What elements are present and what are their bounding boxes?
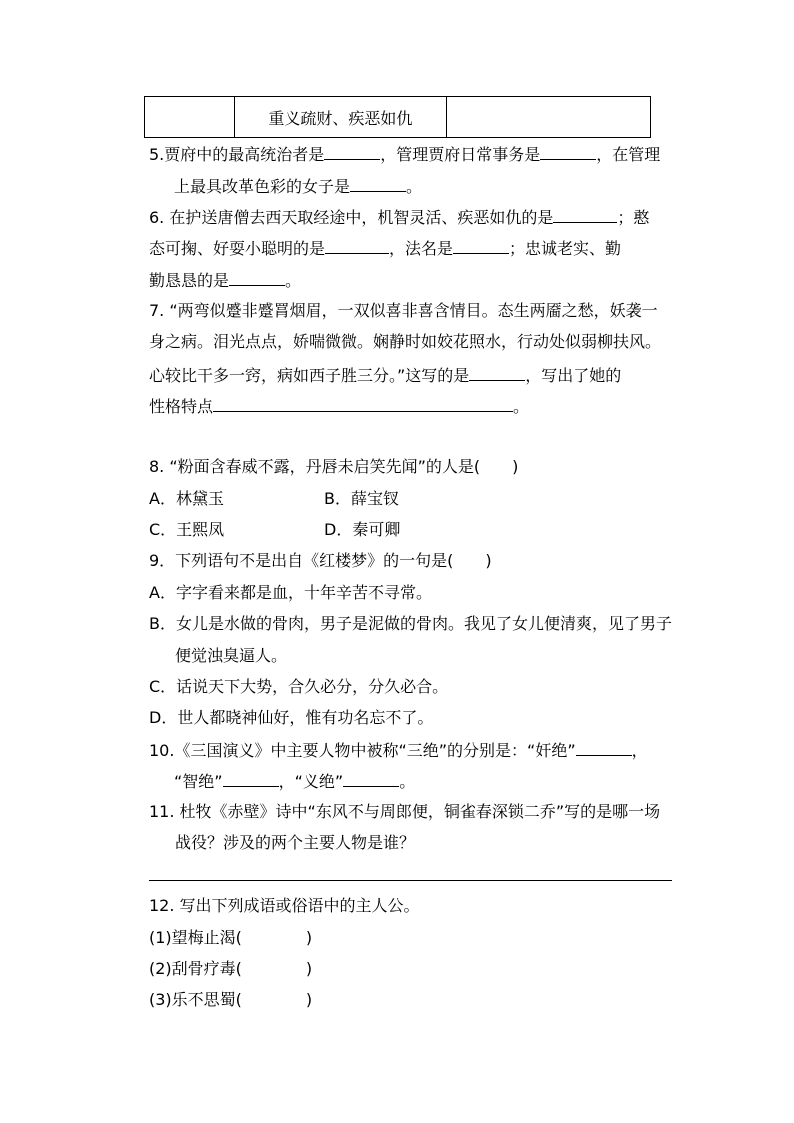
answer-blank[interactable] xyxy=(223,770,279,787)
question-11-line-2: 战役？涉及的两个主要人物是谁？ xyxy=(175,833,416,852)
question-7-line-4: 性格特点 。 xyxy=(149,397,530,416)
question-9-stem: 9．下列语句不是出自《红楼梦》的一句是( ) xyxy=(149,551,492,570)
answer-blank[interactable] xyxy=(350,175,406,192)
question-8-stem: 8. “粉面含春威不露，丹唇未启笑先闻”的人是( ) xyxy=(149,457,519,476)
option-c[interactable]: C．话说天下大势，合久必分，分久必合。 xyxy=(149,677,449,696)
character-table xyxy=(144,96,651,138)
option-b[interactable]: B．女儿是水做的骨肉，男子是泥做的骨肉。我见了女儿便清爽，见了男子 xyxy=(149,614,672,633)
question-11-line-1: 11. 杜牧《赤壁》诗中“东风不与周郎便，铜雀春深锁二乔”写的是哪一场 xyxy=(149,802,661,821)
option-d[interactable]: D．秦可卿 xyxy=(324,520,401,539)
question-7-line-1: 7. “两弯似蹙非蹙罥烟眉，一双似喜非喜含情目。态生两靥之愁，妖袭一 xyxy=(149,301,658,320)
question-10-line-1: 10.《三国演义》中主要人物中被称“三绝”的分别是：“奸绝” ， xyxy=(149,741,648,760)
question-10-line-2: “智绝” ，“义绝” 。 xyxy=(174,772,416,791)
question-6-line-3: 勤恳恳的是 。 xyxy=(149,271,302,290)
option-c[interactable]: C．王熙凤 xyxy=(149,520,225,539)
answer-blank[interactable] xyxy=(213,395,513,412)
table-cell-name xyxy=(145,97,235,138)
question-5-line-1: 5.贾府中的最高统治者是 ，管理贾府日常事务是 ，在管理 xyxy=(149,145,661,164)
answer-blank[interactable] xyxy=(324,143,380,160)
option-b[interactable]: B．薛宝钗 xyxy=(324,489,399,508)
question-6-line-1: 6. 在护送唐僧去西天取经途中，机智灵活、疾恶如仇的是 ；憨 xyxy=(149,208,650,227)
table-cell-extra xyxy=(446,97,650,138)
option-a[interactable]: A．林黛玉 xyxy=(149,489,224,508)
answer-blank[interactable] xyxy=(553,206,617,223)
answer-line[interactable] xyxy=(149,880,672,881)
option-a[interactable]: A．字字看来都是血，十年辛苦不寻常。 xyxy=(149,583,432,602)
table-row xyxy=(145,97,651,138)
answer-blank[interactable] xyxy=(576,739,632,756)
table-cell-trait: 重义疏财、疾恶如仇 xyxy=(235,97,446,138)
question-8-options-row-2 xyxy=(149,519,549,541)
answer-blank[interactable] xyxy=(453,237,509,254)
option-d[interactable]: D．世人都晓神仙好，惟有功名忘不了。 xyxy=(149,708,434,727)
list-item[interactable]: (2)刮骨疗毒( ) xyxy=(149,959,313,978)
question-5-line-2: 上最具改革色彩的女子是 。 xyxy=(174,177,423,196)
question-6-line-2: 态可掬、好耍小聪明的是 ，法名是 ；忠诚老实、勤 xyxy=(149,239,622,258)
list-item[interactable]: (1)望梅止渴( ) xyxy=(149,928,313,947)
answer-blank[interactable] xyxy=(469,364,525,381)
question-7-line-2: 身之病。泪光点点，娇喘微微。娴静时如姣花照水，行动处似弱柳扶风。 xyxy=(149,332,662,351)
option-b-continued: 便觉浊臭逼人。 xyxy=(175,646,288,665)
list-item[interactable]: (3)乐不思蜀( ) xyxy=(149,990,313,1009)
answer-blank[interactable] xyxy=(540,143,596,160)
answer-blank[interactable] xyxy=(325,237,389,254)
question-12-stem: 12. 写出下列成语或俗语中的主人公。 xyxy=(149,896,420,915)
question-7-line-3: 心较比干多一窍，病如西子胜三分。”这写的是 ，写出了她的 xyxy=(149,366,622,385)
answer-blank[interactable] xyxy=(343,770,399,787)
answer-blank[interactable] xyxy=(229,269,285,286)
question-8-options-row-1 xyxy=(149,488,549,510)
